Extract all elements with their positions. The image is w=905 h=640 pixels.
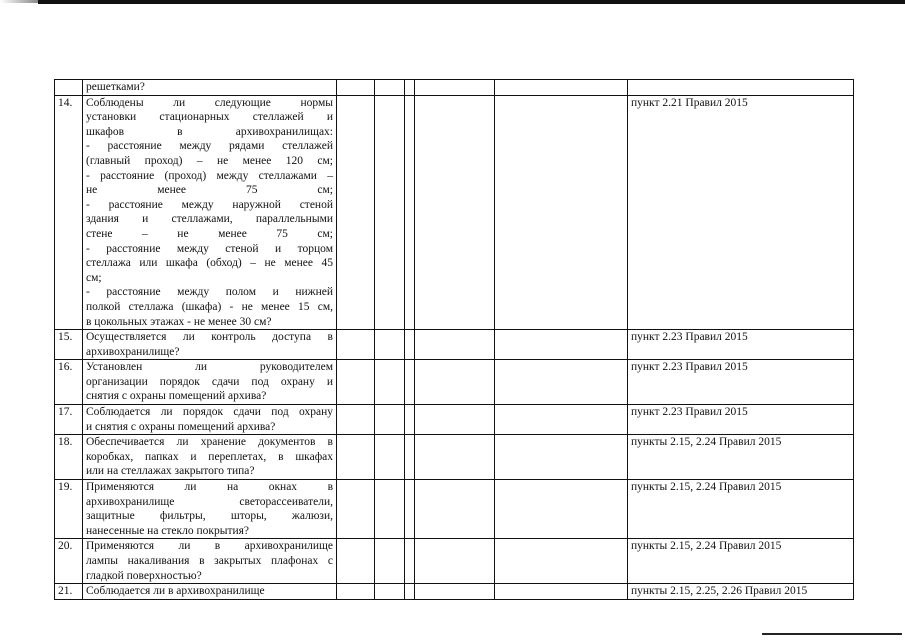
question-line: Обеспечивается ли хранение документов в — [86, 436, 333, 449]
empty-cell — [495, 584, 628, 600]
question-text — [83, 480, 337, 539]
empty-cell — [337, 80, 375, 96]
table-row — [55, 360, 854, 405]
scan-bottom-edge — [762, 633, 902, 635]
empty-cell — [375, 405, 405, 435]
question-line: Осуществляется ли контроль доступа в — [86, 331, 333, 344]
question-line: стеллажа или шкафа (обход) – не менее 45 — [86, 257, 333, 270]
empty-cell — [415, 80, 495, 96]
question-text — [83, 539, 337, 584]
row-number: 17. — [55, 405, 83, 435]
empty-cell — [415, 584, 495, 600]
table-row — [55, 95, 854, 330]
question-line: Применяются ли в архивохранилище — [86, 540, 333, 553]
empty-cell — [405, 80, 415, 96]
table-row — [55, 584, 854, 600]
question-line: здания и стеллажами, параллельными — [86, 213, 333, 226]
empty-cell — [337, 480, 375, 539]
question-line: полкой стеллажа (шкафа) - не менее 15 см, — [86, 300, 333, 313]
question-text — [83, 584, 337, 600]
question-text — [83, 360, 337, 405]
empty-cell — [495, 360, 628, 405]
empty-cell — [405, 360, 415, 405]
row-number: 19. — [55, 480, 83, 539]
empty-cell — [337, 405, 375, 435]
empty-cell — [415, 330, 495, 360]
question-line: - расстояние между наружной стеной — [86, 198, 333, 211]
empty-cell — [337, 539, 375, 584]
question-line: коробках, папках и переплетах, в шкафах — [86, 450, 333, 463]
table-row — [55, 405, 854, 435]
question-text — [83, 435, 337, 480]
empty-cell — [495, 539, 628, 584]
empty-cell — [405, 405, 415, 435]
regulation-reference: пункты 2.15, 2.24 Правил 2015 — [628, 435, 854, 480]
inspection-checklist-table — [54, 79, 854, 600]
empty-cell — [405, 584, 415, 600]
table-row — [55, 435, 854, 480]
regulation-reference — [628, 80, 854, 96]
table-row — [55, 80, 854, 96]
empty-cell — [415, 539, 495, 584]
question-line: защитные фильтры, шторы, жалюзи, — [86, 510, 333, 523]
empty-cell — [415, 480, 495, 539]
question-text — [83, 80, 337, 96]
table-row — [55, 330, 854, 360]
question-line: и снятия с охраны помещений архива? — [86, 420, 276, 433]
question-line: не менее 75 см; — [86, 184, 333, 197]
empty-cell — [415, 360, 495, 405]
empty-cell — [375, 95, 405, 330]
empty-cell — [375, 539, 405, 584]
empty-cell — [375, 330, 405, 360]
empty-cell — [415, 95, 495, 330]
empty-cell — [495, 435, 628, 480]
question-line: шкафов в архивохранилищах: — [86, 125, 333, 138]
empty-cell — [415, 435, 495, 480]
question-line: - расстояние между полом и нижней — [86, 286, 333, 299]
question-line: гладкой поверхностью? — [86, 569, 202, 582]
empty-cell — [405, 539, 415, 584]
question-line: см; — [86, 271, 102, 284]
regulation-reference: пункт 2.21 Правил 2015 — [628, 95, 854, 330]
empty-cell — [375, 80, 405, 96]
empty-cell — [375, 360, 405, 405]
row-number: 18. — [55, 435, 83, 480]
question-text — [83, 330, 337, 360]
question-line: архивохранилище светорассеиватели, — [86, 495, 333, 508]
question-line: - расстояние между стеной и торцом — [86, 242, 333, 255]
question-line: установки стационарных стеллажей и — [86, 111, 333, 124]
question-line: Соблюдены ли следующие нормы — [86, 96, 333, 109]
row-number: 16. — [55, 360, 83, 405]
empty-cell — [337, 435, 375, 480]
row-number: 20. — [55, 539, 83, 584]
empty-cell — [405, 480, 415, 539]
empty-cell — [375, 584, 405, 600]
question-line: в цокольных этажах - не менее 30 см? — [86, 315, 272, 328]
scan-top-edge — [38, 0, 905, 4]
question-line: организации порядок сдачи под охрану и — [86, 375, 333, 388]
regulation-reference: пункт 2.23 Правил 2015 — [628, 405, 854, 435]
regulation-reference: пункты 2.15, 2.25, 2.26 Правил 2015 — [628, 584, 854, 600]
question-line: нанесенные на стекло покрытия? — [86, 524, 250, 537]
empty-cell — [495, 95, 628, 330]
empty-cell — [495, 330, 628, 360]
question-line: решетками? — [86, 81, 145, 93]
question-line: стене – не менее 75 см; — [86, 227, 333, 240]
regulation-reference: пункт 2.23 Правил 2015 — [628, 330, 854, 360]
question-line: Соблюдается ли порядок сдачи под охрану — [86, 406, 333, 419]
empty-cell — [495, 80, 628, 96]
table-row — [55, 539, 854, 584]
question-line: (главный проход) – не менее 120 см; — [86, 154, 333, 167]
empty-cell — [405, 435, 415, 480]
empty-cell — [337, 95, 375, 330]
question-text — [83, 95, 337, 330]
question-line: Применяются ли на окнах в — [86, 481, 333, 494]
empty-cell — [415, 405, 495, 435]
question-line: Соблюдается ли в архивохранилище — [86, 585, 265, 598]
question-line: лампы накаливания в закрытых плафонах с — [86, 555, 333, 567]
empty-cell — [337, 360, 375, 405]
question-line: - расстояние между рядами стеллажей — [86, 140, 333, 153]
regulation-reference: пункты 2.15, 2.24 Правил 2015 — [628, 539, 854, 584]
question-line: - расстояние (проход) между стеллажами – — [86, 169, 333, 182]
empty-cell — [495, 480, 628, 539]
empty-cell — [337, 584, 375, 600]
empty-cell — [405, 95, 415, 330]
regulation-reference: пункты 2.15, 2.24 Правил 2015 — [628, 480, 854, 539]
question-line: или на стеллажах закрытого типа? — [86, 465, 255, 478]
empty-cell — [375, 435, 405, 480]
question-line: снятия с охраны помещений архива? — [86, 390, 267, 403]
question-text — [83, 405, 337, 435]
regulation-reference: пункт 2.23 Правил 2015 — [628, 360, 854, 405]
empty-cell — [375, 480, 405, 539]
row-number: 21. — [55, 584, 83, 600]
table-row — [55, 480, 854, 539]
checklist-rows — [55, 80, 854, 600]
question-line: Установлен ли руководителем — [86, 361, 333, 374]
empty-cell — [405, 330, 415, 360]
row-number: 15. — [55, 330, 83, 360]
question-line: архивохранилище? — [86, 345, 180, 358]
row-number — [55, 80, 83, 96]
row-number: 14. — [55, 95, 83, 330]
empty-cell — [495, 405, 628, 435]
empty-cell — [337, 330, 375, 360]
